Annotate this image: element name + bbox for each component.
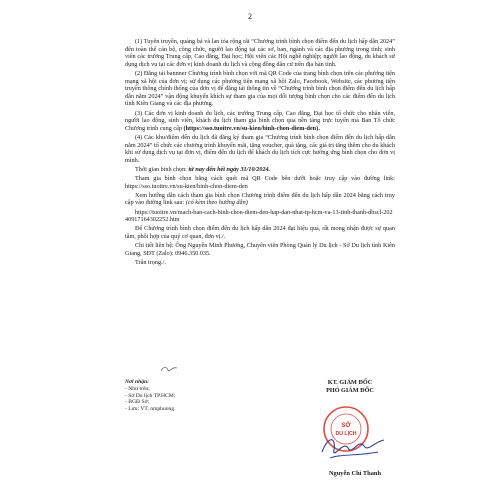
paragraph-4: (4) Các khu/điểm đến du lịch đã đăng ký tham gia “Chương trình bình chọn điểm đến du lịch hấp dẫn năm 2024” tổ chức các chương trình khuyến mãi, tặng voucher, quà tặng, các giá trị tăng thêm cho du khách khi sử dụng dịch vụ tại đơn vị, điểm đến du lịch để khách du lịch tích cực hưởng ứng bình chọn cho đơn vị mình. — [125, 133, 395, 164]
paragraph-3-text: (3) Các đơn vị kinh doanh du lịch, các trường Trung cấp, Cao đẳng, Đại học tổ chức cho nhân viên, người lao động, sinh viên, khách du lịch tham gia bình chọn qua nền tảng trực tuyến mà Ban Tổ chức Chương trình cung cấp — [125, 109, 395, 132]
guide-text: Xem hướng dẫn cách tham gia bình chọn Chương trình điểm đến du lịch hấp dẫn 2024 bằng cách truy cập vào đường link sau: — [125, 191, 395, 207]
handwritten-signature — [318, 430, 388, 464]
contact-paragraph: Chi tiết liên hệ: Ông Nguyễn Minh Phương, Chuyên viên Phòng Quản lý Du lịch - Sở Du lịch tỉnh Kiên Giang, SĐT (Zalo): 0946.350.035. — [125, 242, 395, 257]
deadline-label: Thời gian bình chọn: — [135, 165, 189, 173]
recipients-block — [125, 379, 235, 413]
paragraph-1: (1) Tuyên truyền, quảng bá và lan tỏa rộng rãi “Chương trình bình chọn điểm đến du lịch hấp dẫn 2024” đến toàn thể cán bộ, công chức, người lao động tại các sở, ban, ngành và các địa phương trong tỉnh; sinh viên các trường Trung cấp, Cao đẳng, Đại học; Hội viên các Hội nghề nghiệp; người lao động, du khách sử dụng dịch vụ tại các đơn vị kinh doanh du lịch và cộng đồng dân cư trên địa bàn tỉnh. — [125, 38, 395, 68]
recipient-item: - Như trên; — [125, 385, 150, 392]
paragraph-3 — [125, 110, 395, 133]
success-paragraph: Để Chương trình bình chọn điểm đến du lịch hấp dẫn 2024 đạt hiệu quả, rất mong nhận được sự quan tâm, phối hợp của quý cơ quan, đơn vị./. — [125, 225, 395, 240]
signature-title-2: PHÓ GIÁM ĐỐC — [326, 386, 374, 394]
page-number: 2 — [248, 12, 252, 21]
closing-line — [125, 259, 395, 267]
deadline-line — [125, 166, 395, 174]
recipients-heading: Nơi nhận: — [125, 379, 149, 385]
recipient-item: - BGĐ Sở; — [125, 399, 150, 406]
document-body — [125, 38, 395, 268]
signature-title-1: KT. GIÁM ĐỐC — [327, 379, 373, 386]
paragraph-2: (2) Đăng tải bannner Chương trình bình chọn với mã QR Code của trang bình chọn trên các phương tiện mạng xã hội của đơn vị; sử dụng các phương tiện mạng xã hội Zalo, Facebook, Website, các phương tiện truyền thông chính thống của đơn vị để đăng tải thông tin về “Chương trình bình chọn điểm đến du lịch hấp dẫn năm 2024” vận động khuyến khích sự tham gia của mọi đối tượng bình chọn cho các điểm đến du lịch tỉnh Kiên Giang và các địa phương. — [125, 69, 395, 108]
initial-scribble — [160, 365, 178, 373]
stamp-text-line2: DU LỊCH — [335, 431, 357, 437]
recipient-item: - Lưu: VT, nmphuong. — [125, 406, 176, 413]
qr-paragraph: Tham gia bình chọn bằng cách quét mã QR Code bên dưới hoặc truy cập vào đường link: https://sso.tuoitre.vn/su-kien/binh-chon-diem-den — [125, 175, 395, 190]
stamp-text-line1: SỞ — [341, 423, 351, 429]
guide-paragraph — [125, 192, 395, 207]
closing-text: Trân trọng./. — [135, 258, 166, 266]
paragraph-3-link[interactable]: (https://sso.tuoitre.vn/su-kien/binh-chon-diem-den). — [183, 124, 320, 132]
signer-name: Nguyễn Chí Thanh — [328, 470, 382, 477]
guide-note: (có kèm theo hướng dẫn) — [185, 199, 248, 207]
recipient-item: - Sở Du lịch TP.HCM; — [125, 392, 176, 399]
signature-block — [290, 379, 410, 394]
guide-url[interactable]: https://tuoitre.vn/mach-ban-cach-binh-chon-diem-den-hap-dan-nhat-tp-hcm-va-13-tinh-thanh-dbscl-20240917164302252.htm — [125, 208, 393, 224]
deadline-value: từ nay đến hết ngày 31/10/2024. — [188, 165, 271, 173]
